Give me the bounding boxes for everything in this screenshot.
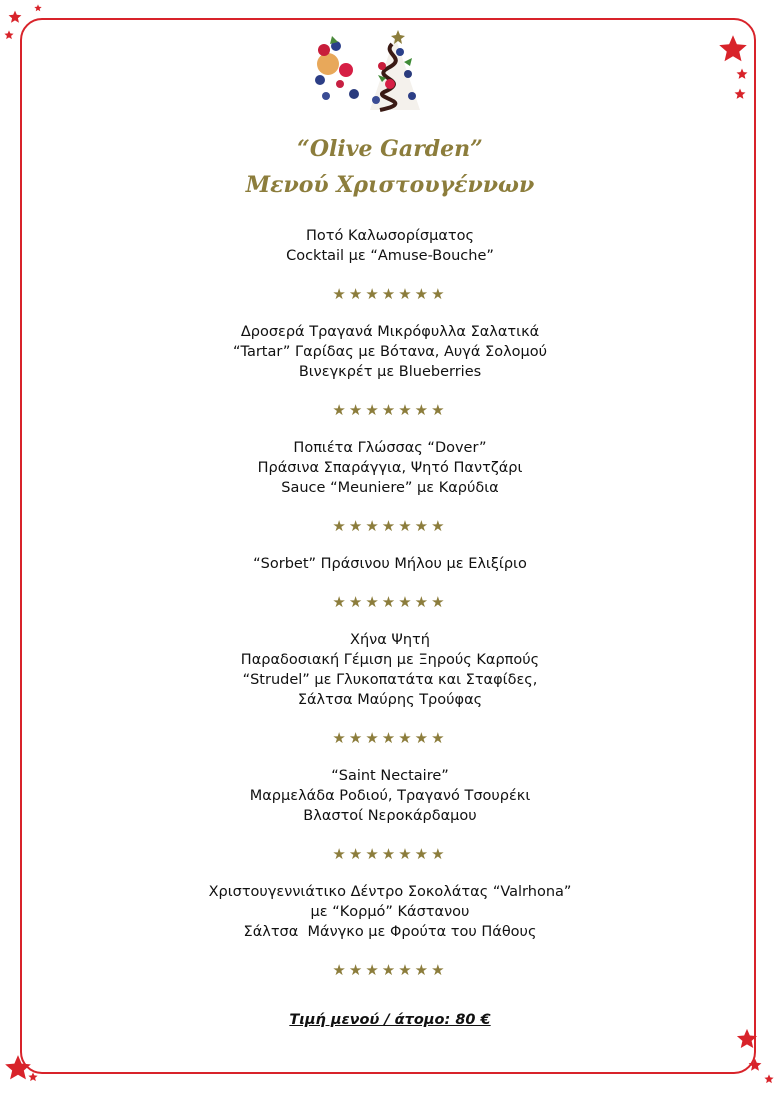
course-5 [0, 630, 780, 710]
course-line: Μαρμελάδα Ροδιού, Τραγανό Τσουρέκι [249, 788, 531, 804]
menu-price: Τιμή μενού / άτομο: 80 € [289, 1012, 491, 1028]
red-star-icon [736, 68, 748, 80]
red-star-icon [718, 34, 748, 64]
red-star-icon [8, 10, 22, 24]
red-star-icon [34, 4, 42, 12]
course-line: Βλαστοί Νεροκάρδαμου [303, 808, 477, 824]
red-star-icon [748, 1058, 762, 1072]
red-star-icon [734, 88, 746, 100]
course-line: Σάλτσα Μάνγκο με Φρούτα του Πάθους [243, 924, 537, 940]
course-line: “Sorbet” Πράσινου Μήλου με Ελιξίριο [253, 556, 527, 572]
star-separator: ★★★★★★★ [332, 729, 448, 747]
star-separator: ★★★★★★★ [332, 517, 448, 535]
restaurant-title: “Olive Garden” [297, 136, 483, 162]
red-star-icon [28, 1072, 38, 1082]
course-7 [0, 882, 780, 942]
course-line: “Tartar” Γαρίδας με Βότανα, Αυγά Σολομού [232, 344, 548, 360]
course-line: Χήνα Ψητή [350, 632, 430, 648]
course-6 [0, 766, 780, 826]
red-star-icon [736, 1028, 758, 1050]
course-line: Cocktail με “Amuse-Bouche” [286, 248, 494, 264]
course-line: “Saint Nectaire” [331, 768, 449, 784]
star-separator: ★★★★★★★ [332, 285, 448, 303]
red-star-icon [4, 30, 14, 40]
course-line: “Strudel” με Γλυκοπατάτα και Σταφίδες, [242, 672, 538, 688]
course-line: Σάλτσα Μαύρης Τρούφας [297, 692, 483, 708]
red-star-icon [764, 1074, 774, 1084]
course-3 [0, 438, 780, 498]
dessert-tree-photo [300, 22, 450, 120]
star-separator: ★★★★★★★ [332, 961, 448, 979]
course-line: Ποτό Καλωσορίσματος [305, 228, 475, 244]
course-1 [0, 226, 780, 266]
course-line: με “Κορμό” Κάστανου [310, 904, 470, 920]
course-line: Παραδοσιακή Γέμιση με Ξηρούς Καρπούς [240, 652, 540, 668]
course-line: Βινεγκρέτ με Blueberries [298, 364, 482, 380]
course-line: Δροσερά Τραγανά Μικρόφυλλα Σαλατικά [240, 324, 540, 340]
course-4 [0, 554, 780, 574]
star-separator: ★★★★★★★ [332, 593, 448, 611]
menu-courses [0, 226, 780, 980]
menu-title: Μενού Χριστουγέννων [245, 172, 535, 198]
star-separator: ★★★★★★★ [332, 845, 448, 863]
course-line: Sauce “Meuniere” με Καρύδια [281, 480, 499, 496]
course-line: Ποπιέτα Γλώσσας “Dover” [293, 440, 487, 456]
course-2 [0, 322, 780, 382]
course-line: Χριστουγεννιάτικο Δέντρο Σοκολάτας “Valrhona” [208, 884, 572, 900]
star-separator: ★★★★★★★ [332, 401, 448, 419]
course-line: Πράσινα Σπαράγγια, Ψητό Παντζάρι [257, 460, 523, 476]
